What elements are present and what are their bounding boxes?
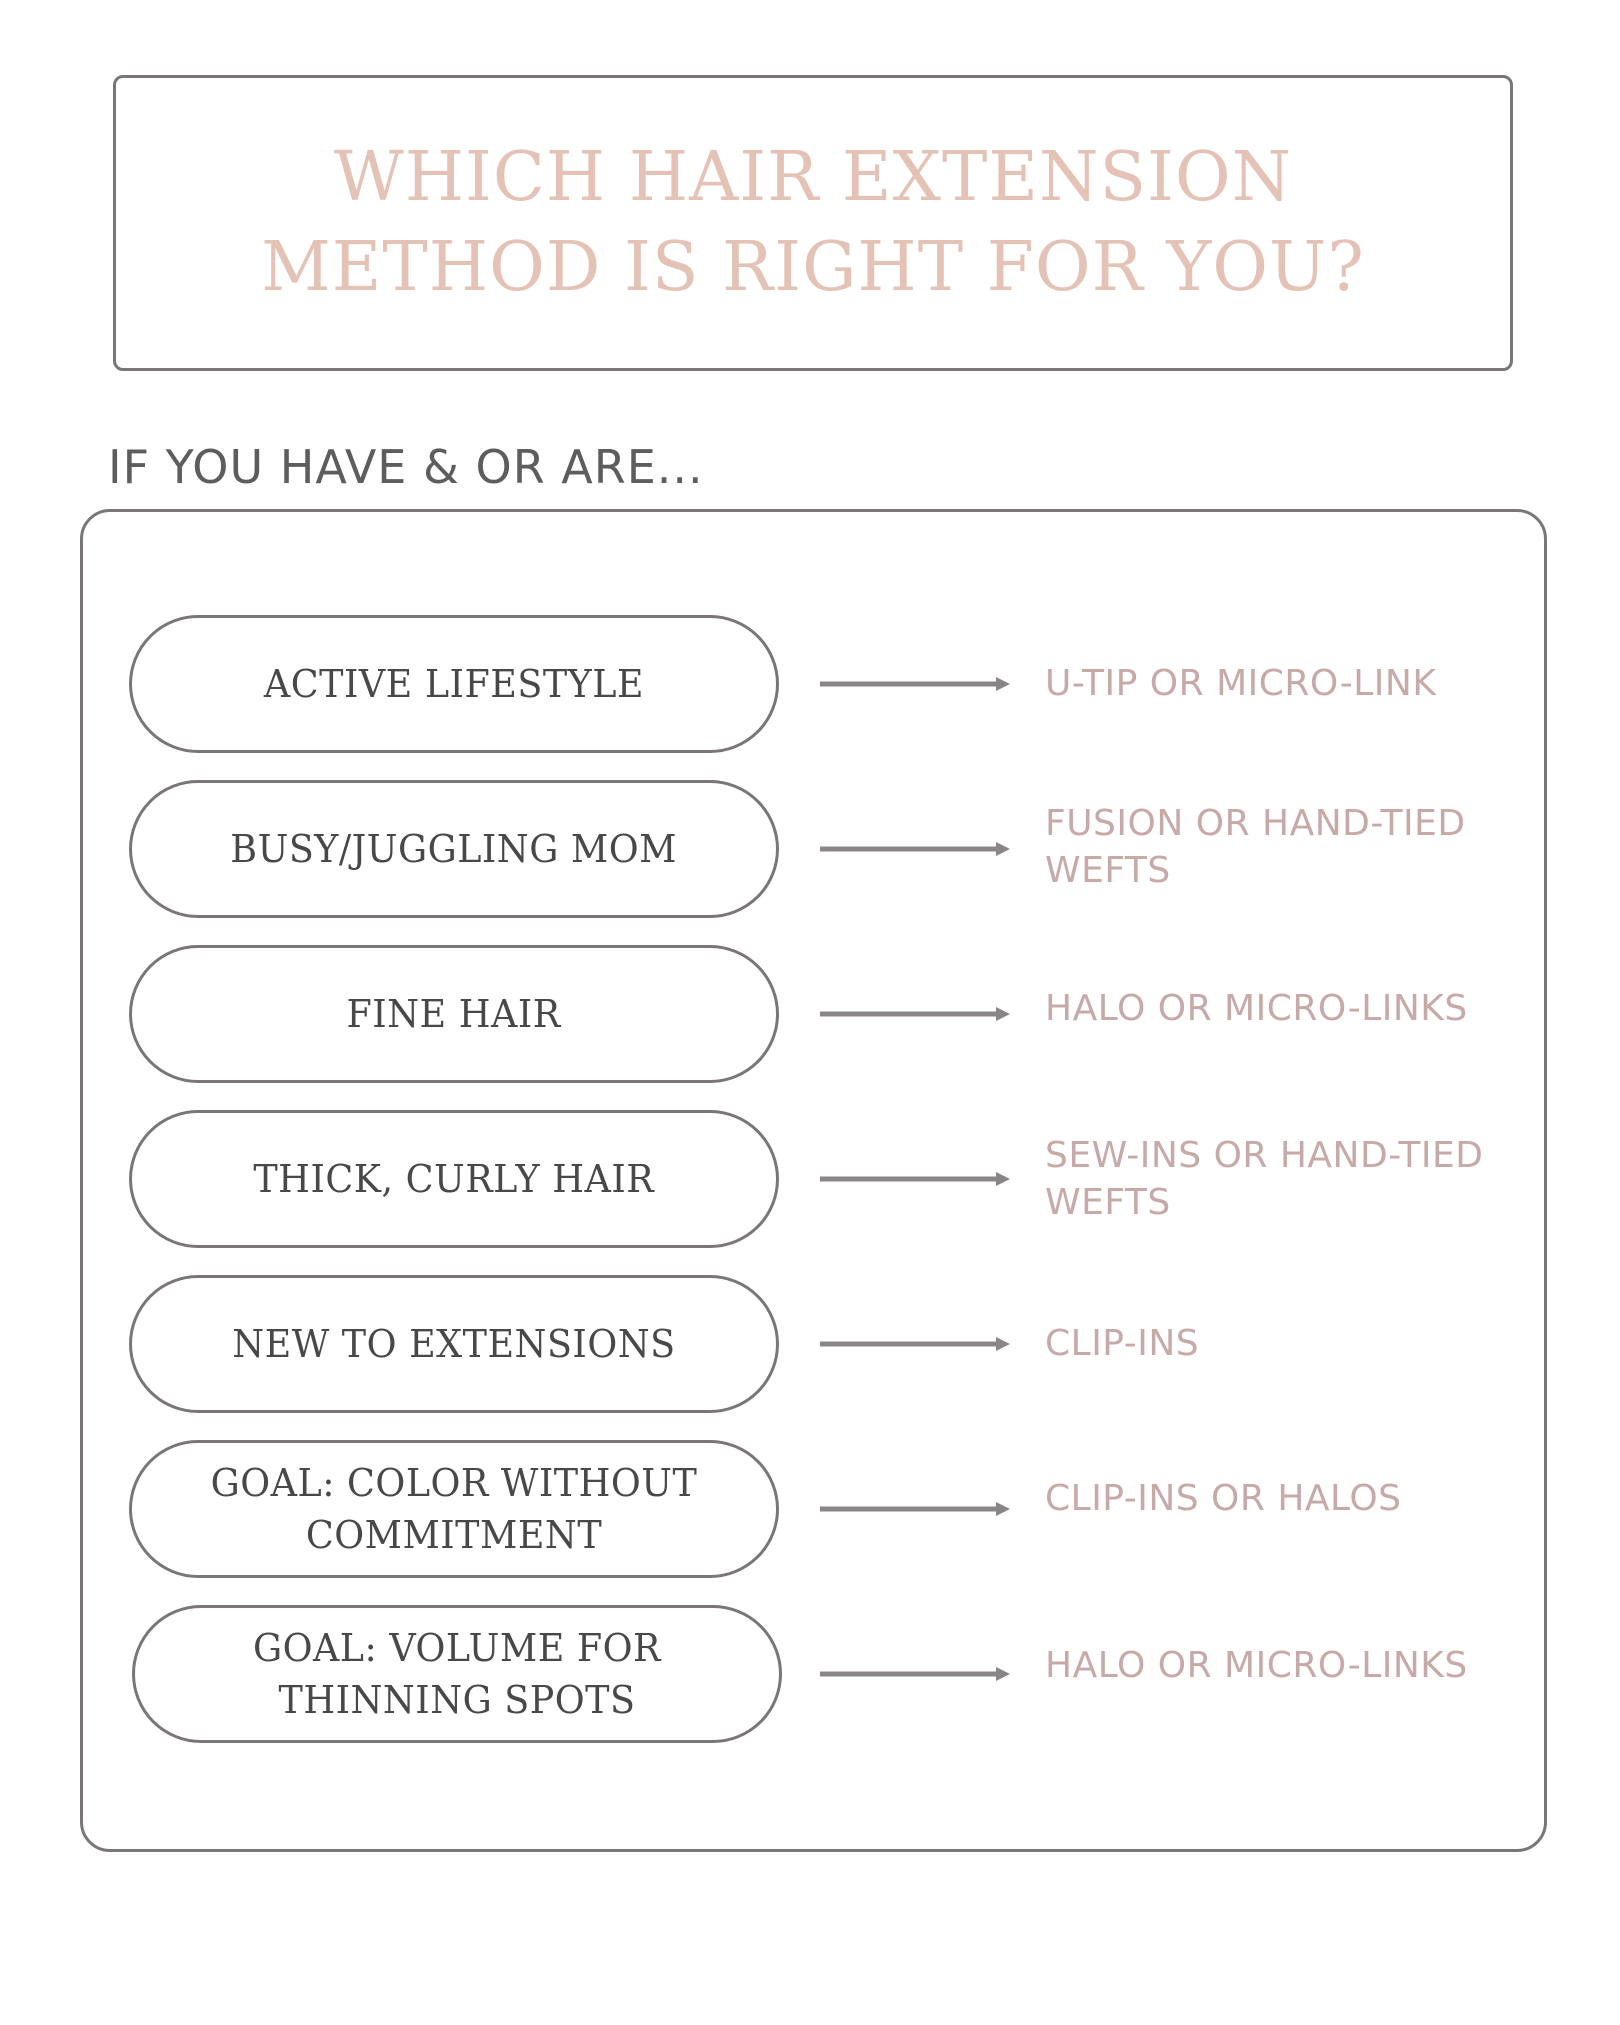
chart-row <box>0 945 1620 1083</box>
chart-row <box>0 615 1620 753</box>
chart-row <box>0 1275 1620 1413</box>
arrow-right-icon <box>820 1499 1010 1519</box>
condition-pill <box>129 1110 779 1248</box>
condition-label: FINE HAIR <box>346 992 562 1036</box>
condition-pill <box>129 1440 779 1578</box>
arrow-right-icon <box>820 674 1010 694</box>
title-line-2: METHOD IS RIGHT FOR YOU? <box>261 228 1365 307</box>
method-result: CLIP-INS OR HALOS <box>1045 1478 1402 1519</box>
condition-pill <box>132 1605 782 1743</box>
intro-heading: IF YOU HAVE & OR ARE... <box>108 440 704 494</box>
method-result: U-TIP OR MICRO-LINK <box>1045 663 1437 704</box>
method-result: FUSION OR HAND-TIED WEFTS <box>1045 803 1466 891</box>
method-result: HALO OR MICRO-LINKS <box>1045 988 1468 1029</box>
arrow-right-icon <box>820 839 1010 859</box>
title-box <box>113 75 1513 371</box>
condition-pill <box>129 1275 779 1413</box>
title-line-1: WHICH HAIR EXTENSION <box>333 138 1293 217</box>
chart-row <box>0 1440 1620 1578</box>
method-result: CLIP-INS <box>1045 1323 1200 1364</box>
condition-label: THICK, CURLY HAIR <box>253 1157 655 1201</box>
condition-label: GOAL: VOLUME FOR THINNING SPOTS <box>252 1626 662 1722</box>
condition-pill <box>129 615 779 753</box>
method-result: HALO OR MICRO-LINKS <box>1045 1645 1468 1686</box>
chart-row <box>0 1605 1620 1743</box>
arrow-right-icon <box>820 1664 1010 1684</box>
arrow-right-icon <box>820 1334 1010 1354</box>
arrow-right-icon <box>820 1169 1010 1189</box>
condition-label: GOAL: COLOR WITHOUT COMMITMENT <box>210 1461 698 1557</box>
arrow-right-icon <box>820 1004 1010 1024</box>
chart-row <box>0 1110 1620 1248</box>
condition-label: ACTIVE LIFESTYLE <box>263 662 645 706</box>
condition-pill <box>129 780 779 918</box>
condition-label: NEW TO EXTENSIONS <box>232 1322 676 1366</box>
condition-pill <box>129 945 779 1083</box>
method-result: SEW-INS OR HAND-TIED WEFTS <box>1045 1135 1484 1223</box>
chart-row <box>0 780 1620 918</box>
condition-label: BUSY/JUGGLING MOM <box>230 827 678 871</box>
